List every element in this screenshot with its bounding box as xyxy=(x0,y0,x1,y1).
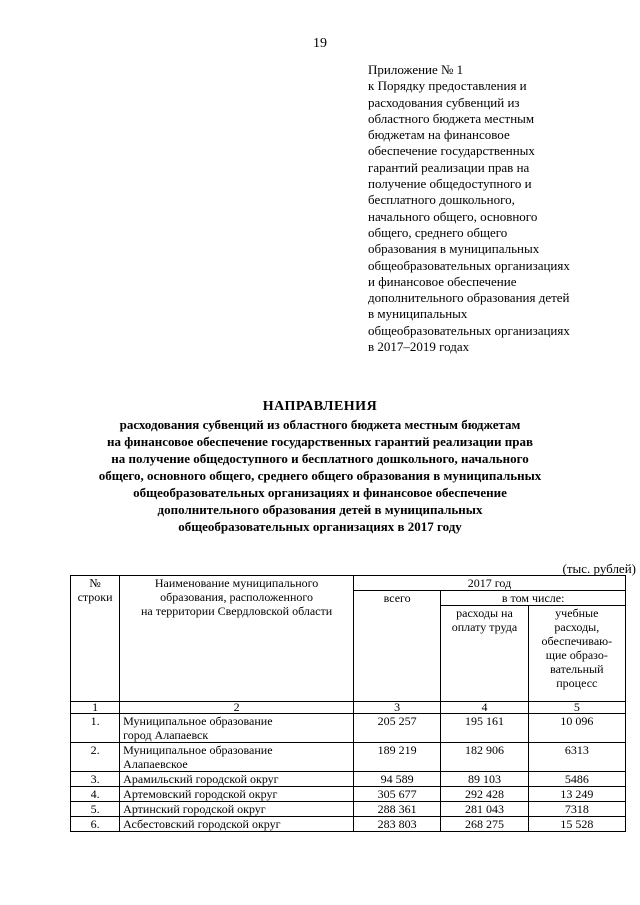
column-index: 2 xyxy=(120,702,354,714)
title-line: дополнительного образования детей в муниципальных xyxy=(157,502,483,517)
appendix-line: Приложение № 1 xyxy=(368,62,464,77)
educational-value: 13 249 xyxy=(528,787,625,802)
appendix-line: в муниципальных xyxy=(368,306,468,322)
column-index: 4 xyxy=(441,702,528,714)
units-label: (тыс. рублей) xyxy=(562,561,636,576)
labor-value: 89 103 xyxy=(441,772,528,787)
appendix-line: начального общего, основного xyxy=(368,208,538,224)
labor-value: 292 428 xyxy=(441,787,528,802)
table-row xyxy=(71,802,626,817)
appendix-line: образования в муниципальных xyxy=(368,241,540,257)
appendix-line: общего, среднего общего xyxy=(368,224,508,240)
educational-value: 6313 xyxy=(528,743,625,772)
column-index: 1 xyxy=(71,702,120,714)
table-row xyxy=(71,714,626,743)
municipality-name: Арамильский городской округ xyxy=(120,772,354,787)
educational-value: 10 096 xyxy=(528,714,625,743)
municipality-name: Артинский городской округ xyxy=(120,802,354,817)
total-value: 189 219 xyxy=(354,743,441,772)
appendix-line: бесплатного дошкольного, xyxy=(368,192,515,208)
header-name: Наименование муниципального образования, расположенного на территории Свердловской области xyxy=(120,576,354,702)
header-row-number: № строки xyxy=(71,576,120,702)
header-labor: расходы на оплату труда xyxy=(441,606,528,702)
row-number: 3. xyxy=(71,772,120,787)
total-value: 205 257 xyxy=(354,714,441,743)
municipality-name: Муниципальное образование город Алапаевск xyxy=(120,714,354,743)
title-line: на финансовое обеспечение государственных гарантий реализации прав xyxy=(107,434,533,449)
header-total: всего xyxy=(354,591,441,702)
appendix-line: получение общедоступного и xyxy=(368,176,532,192)
title-line: на получение общедоступного и бесплатного дошкольного, начального xyxy=(111,451,529,466)
column-index: 5 xyxy=(528,702,625,714)
column-index: 3 xyxy=(354,702,441,714)
document-title xyxy=(0,398,640,535)
column-index-row xyxy=(71,702,626,714)
header-year: 2017 год xyxy=(354,576,626,591)
table-row xyxy=(71,743,626,772)
appendix-line: к Порядку предоставления и xyxy=(368,78,527,94)
municipality-name: Асбестовский городской округ xyxy=(120,817,354,832)
labor-value: 281 043 xyxy=(441,802,528,817)
total-value: 288 361 xyxy=(354,802,441,817)
title-line: общеобразовательных организациях в 2017 году xyxy=(178,519,462,534)
appendix-line: областного бюджета местным xyxy=(368,110,535,126)
row-number: 6. xyxy=(71,817,120,832)
municipality-name: Муниципальное образование Алапаевское xyxy=(120,743,354,772)
page-number: 19 xyxy=(313,36,327,51)
table-row xyxy=(71,817,626,832)
subventions-table xyxy=(70,575,626,832)
total-value: 305 677 xyxy=(354,787,441,802)
title-line: расходования субвенций из областного бюджета местным бюджетам xyxy=(119,417,521,432)
appendix-line: расходования субвенций из xyxy=(368,94,520,110)
educational-value: 15 528 xyxy=(528,817,625,832)
appendix-line: бюджетам на финансовое xyxy=(368,127,510,143)
row-number: 4. xyxy=(71,787,120,802)
appendix-line: и финансовое обеспечение xyxy=(368,273,517,289)
appendix-line: общеобразовательных организациях xyxy=(368,257,570,273)
labor-value: 195 161 xyxy=(441,714,528,743)
appendix-block xyxy=(368,62,633,355)
appendix-line: дополнительного образования детей xyxy=(368,290,570,306)
total-value: 94 589 xyxy=(354,772,441,787)
title-line: общеобразовательных организациях и финансовое обеспечение xyxy=(133,485,507,500)
table-row xyxy=(71,772,626,787)
labor-value: 268 275 xyxy=(441,817,528,832)
header-educational: учебные расходы, обеспечиваю- щие образо- вательный процесс xyxy=(528,606,625,702)
title-line: общего, основного общего, среднего общего образования в муниципальных xyxy=(98,468,542,483)
labor-value: 182 906 xyxy=(441,743,528,772)
header-including: в том числе: xyxy=(441,591,626,606)
appendix-line: обеспечение государственных xyxy=(368,143,535,159)
row-number: 1. xyxy=(71,714,120,743)
appendix-line: гарантий реализации прав на xyxy=(368,159,530,175)
title-heading: НАПРАВЛЕНИЯ xyxy=(262,399,378,414)
appendix-line: в 2017–2019 годах xyxy=(368,339,470,355)
municipality-name: Артемовский городской округ xyxy=(120,787,354,802)
total-value: 283 803 xyxy=(354,817,441,832)
table-row xyxy=(71,787,626,802)
row-number: 2. xyxy=(71,743,120,772)
row-number: 5. xyxy=(71,802,120,817)
appendix-line: общеобразовательных организациях xyxy=(368,322,570,338)
educational-value: 7318 xyxy=(528,802,625,817)
educational-value: 5486 xyxy=(528,772,625,787)
header-row xyxy=(71,576,626,591)
